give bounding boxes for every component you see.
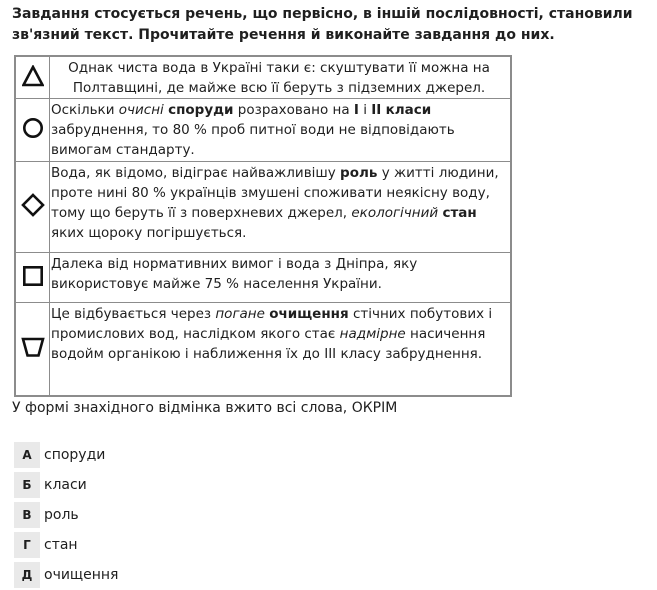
- sentence-segment: забруднення, то 80 % проб питної води не відповідають вимогам стандарту.: [51, 122, 455, 158]
- sentence-segment: екологічний: [351, 205, 439, 221]
- sentence-segment: Вода, як відомо, відіграє найважливішу: [51, 165, 341, 181]
- sentence-marker-cell: [15, 99, 50, 162]
- square-icon: [22, 265, 44, 287]
- sentence-row: [15, 303, 511, 396]
- sentence-segment: очищення: [269, 306, 349, 322]
- sentence-segment: яких щороку погіршується.: [51, 225, 247, 241]
- question-text: У формі знахідного відмінка вжито всі слова, ОКРІМ: [12, 400, 398, 416]
- sentence-segment: Це відбувається через: [51, 306, 216, 322]
- sentence-segment: насичення водойм органікою і наближення їх до ІІІ класу забруднення.: [51, 326, 486, 362]
- sentence-segment: Далека від нормативних вимог і вода з Дніпра, яку використовує майже 75 % населення України.: [51, 256, 418, 292]
- answer-text: очищення: [44, 567, 119, 583]
- answer-letter[interactable]: В: [14, 502, 40, 528]
- sentence-row: [15, 162, 511, 253]
- sentence-segment: роль: [340, 165, 378, 181]
- answer-letter[interactable]: А: [14, 442, 40, 468]
- sentence-segment: споруди: [168, 102, 234, 118]
- sentence-segment: І: [353, 102, 359, 118]
- answer-option[interactable]: [14, 560, 118, 590]
- sentence-segment: очисні: [118, 102, 164, 118]
- sentence-segment: погане: [215, 306, 265, 322]
- sentence-marker-cell: [15, 162, 50, 253]
- sentence-text: [50, 253, 512, 303]
- answer-option[interactable]: [14, 500, 118, 530]
- sentence-marker-cell: [15, 56, 50, 99]
- sentence-segment: Оскільки: [51, 102, 119, 118]
- sentence-segment: стічних побутових і промислових вод, наслідком якого стає: [51, 306, 493, 342]
- answer-letter[interactable]: Г: [14, 532, 40, 558]
- circle-icon: [22, 117, 44, 139]
- task-intro: Завдання стосується речень, що первісно, в іншій послідовності, становили зв'язний текст. Прочитайте речення й виконайте завдання до них.: [12, 6, 633, 43]
- sentence-marker-cell: [15, 303, 50, 396]
- sentence-segment: ІІ: [371, 102, 382, 118]
- triangle-icon: [22, 65, 44, 87]
- sentence-text: [50, 99, 512, 162]
- sentence-row: [15, 99, 511, 162]
- answer-text: стан: [44, 537, 78, 553]
- sentence-row: [15, 253, 511, 303]
- sentence-segment: розраховано на: [233, 102, 354, 118]
- sentence-text: [50, 303, 512, 396]
- answer-option[interactable]: [14, 530, 118, 560]
- sentence-segment: Однак чиста вода в Україні таки є: скуштувати її можна на Полтавщині, де майже всю її беруть з підземних джерел.: [68, 60, 490, 96]
- answer-letter[interactable]: Б: [14, 472, 40, 498]
- answer-letter[interactable]: Д: [14, 562, 40, 588]
- sentence-row: [15, 56, 511, 99]
- trapezoid-icon: [21, 336, 45, 358]
- sentence-segment: класи: [385, 102, 432, 118]
- answer-options: [14, 440, 118, 590]
- answer-text: класи: [44, 477, 87, 493]
- answer-option[interactable]: [14, 440, 118, 470]
- answer-text: споруди: [44, 447, 106, 463]
- sentences-table: [14, 55, 512, 397]
- answer-option[interactable]: [14, 470, 118, 500]
- sentence-segment: стан: [442, 205, 477, 221]
- answer-text: роль: [44, 507, 79, 523]
- sentence-segment: надмірне: [339, 326, 406, 342]
- sentence-segment: у житті людини, проте нині 80 % українців змушені споживати неякісну воду, тому що беруть її з поверхневих джерел,: [51, 165, 499, 221]
- sentence-segment: і: [358, 102, 372, 118]
- sentence-text: [50, 162, 512, 253]
- sentence-text: [50, 56, 512, 99]
- sentence-marker-cell: [15, 253, 50, 303]
- diamond-icon: [21, 193, 45, 217]
